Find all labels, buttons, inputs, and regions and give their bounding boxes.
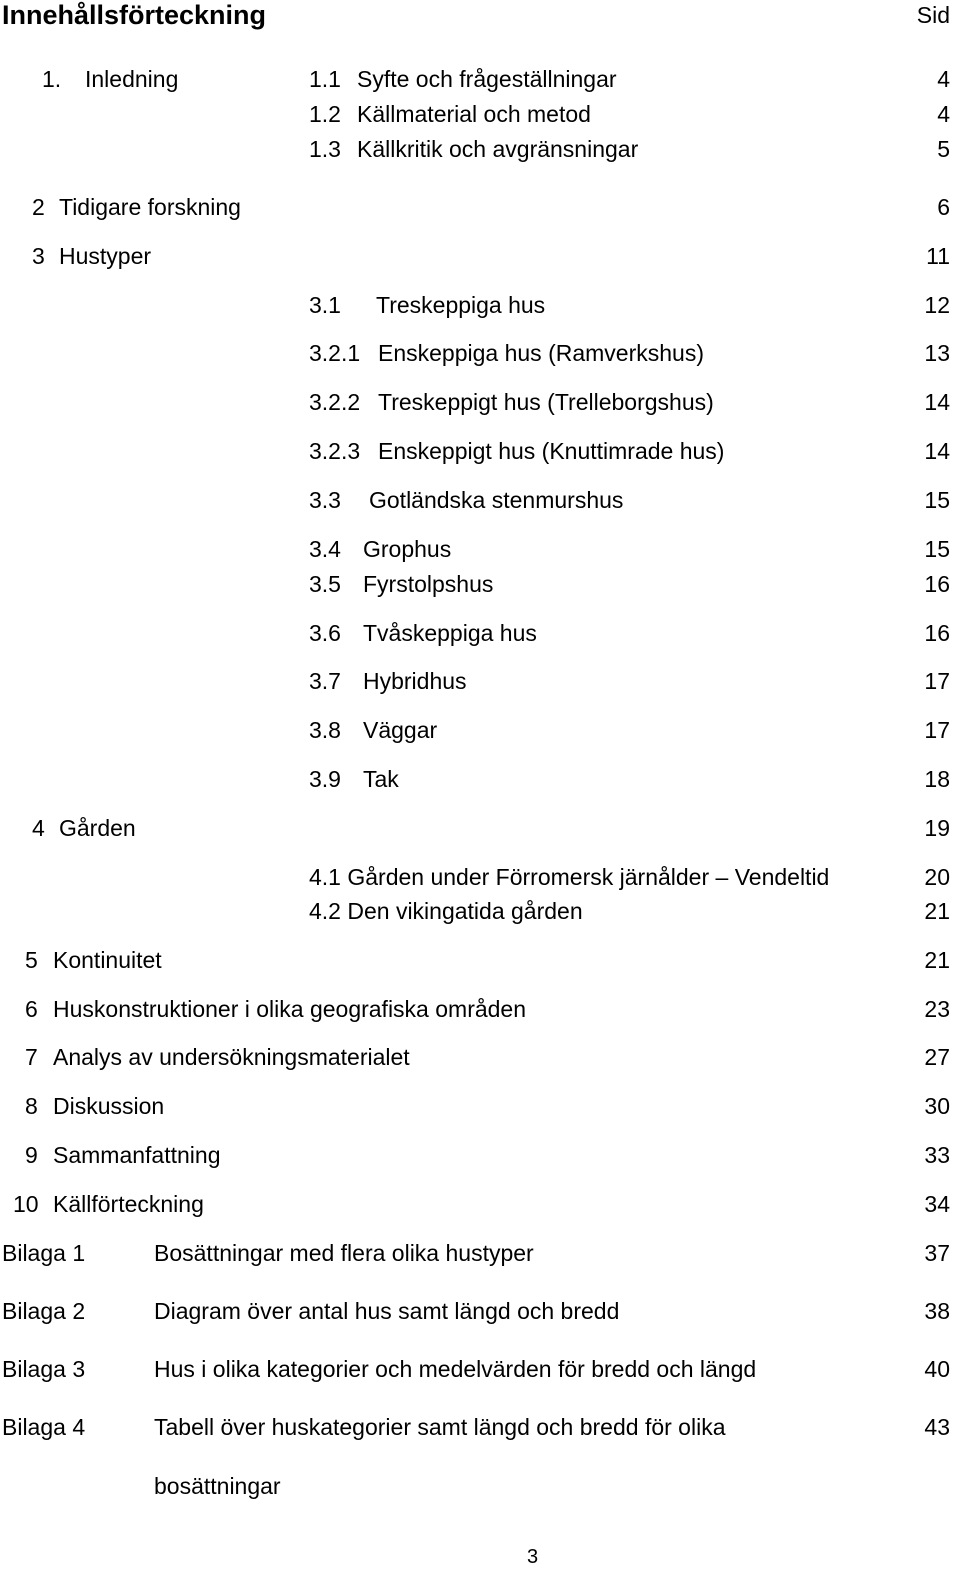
appendix-title: Tabell över huskategorier samt längd och bredd för olika xyxy=(154,1414,726,1440)
page-column-label: Sid xyxy=(916,2,950,28)
chapter-number: 8 xyxy=(25,1093,38,1119)
chapter-2-number: 2 xyxy=(32,194,45,220)
toc-sub-title: Tak xyxy=(363,766,399,792)
toc-page-number: 16 xyxy=(924,620,950,646)
toc-page-number: 30 xyxy=(924,1093,950,1119)
toc-sub-title: 4.1 Gården under Förromersk järnålder – Vendeltid xyxy=(309,864,830,890)
toc-sub-number: 3.7 xyxy=(309,668,341,694)
toc-sub-title: Grophus xyxy=(363,536,452,562)
toc-page-number: 18 xyxy=(924,766,950,792)
chapter-title: Analys av undersökningsmaterialet xyxy=(53,1044,410,1070)
page-number: 3 xyxy=(527,1546,539,1568)
chapter-number: 6 xyxy=(25,996,38,1022)
chapter-title: Diskussion xyxy=(53,1093,165,1119)
toc-sub-title: Tvåskeppiga hus xyxy=(363,620,537,646)
toc-page-number: 21 xyxy=(924,898,950,924)
toc-page-number: 17 xyxy=(924,668,950,694)
toc-sub-title: Fyrstolpshus xyxy=(363,571,494,597)
chapter-number: 10 xyxy=(13,1191,39,1217)
toc-page-number: 37 xyxy=(924,1240,950,1266)
toc-page-number: 43 xyxy=(924,1414,950,1440)
toc-page-number: 33 xyxy=(924,1142,950,1168)
toc-sub-number: 3.2.3 xyxy=(309,438,361,464)
toc-page-number: 21 xyxy=(924,947,950,973)
toc-page-number: 17 xyxy=(924,717,950,743)
toc-sub-title: Källmaterial och metod xyxy=(357,101,591,127)
toc-sub-title: 4.2 Den vikingatida gården xyxy=(309,898,583,924)
toc-sub-title: Enskeppigt hus (Knuttimrade hus) xyxy=(378,438,725,464)
toc-sub-title: Syfte och frågeställningar xyxy=(357,66,617,92)
toc-page-number: 19 xyxy=(924,815,950,841)
appendix-label: Bilaga 4 xyxy=(2,1414,86,1440)
toc-sub-title: Väggar xyxy=(363,717,438,743)
chapter-title: Källförteckning xyxy=(53,1191,204,1217)
toc-page-number: 34 xyxy=(924,1191,950,1217)
page-title: Innehållsförteckning xyxy=(2,0,267,30)
appendix-title: Bosättningar med flera olika hustyper xyxy=(154,1240,534,1266)
toc-sub-number: 1.2 xyxy=(309,101,341,127)
toc-sub-number: 3.4 xyxy=(309,536,341,562)
chapter-3-title: Hustyper xyxy=(59,243,152,269)
toc-sub-title: Treskeppigt hus (Trelleborgshus) xyxy=(378,389,714,415)
toc-sub-number: 3.9 xyxy=(309,766,341,792)
appendix-title-continued: bosättningar xyxy=(154,1473,281,1499)
toc-page-number: 27 xyxy=(924,1044,950,1070)
toc-page-number: 14 xyxy=(924,438,950,464)
appendix-label: Bilaga 1 xyxy=(2,1240,86,1266)
chapter-2-title: Tidigare forskning xyxy=(59,194,241,220)
appendix-label: Bilaga 2 xyxy=(2,1298,86,1324)
toc-sub-number: 3.8 xyxy=(309,717,341,743)
toc-page-number: 5 xyxy=(937,136,950,162)
toc-page-number: 16 xyxy=(924,571,950,597)
chapter-title: Sammanfattning xyxy=(53,1142,221,1168)
toc-sub-number: 3.1 xyxy=(309,292,341,318)
toc-page-number: 6 xyxy=(937,194,950,220)
toc-sub-number: 3.3 xyxy=(309,487,341,513)
toc-page-number: 20 xyxy=(924,864,950,890)
chapter-title: Kontinuitet xyxy=(53,947,162,973)
chapter-number: 9 xyxy=(25,1142,38,1168)
chapter-number: 7 xyxy=(25,1044,38,1070)
toc-page-number: 4 xyxy=(937,66,950,92)
chapter-4-number: 4 xyxy=(32,815,45,841)
toc-sub-title: Enskeppiga hus (Ramverkshus) xyxy=(378,340,704,366)
toc-sub-title: Källkritik och avgränsningar xyxy=(357,136,639,162)
toc-page-number: 12 xyxy=(924,292,950,318)
toc-page-number: 38 xyxy=(924,1298,950,1324)
toc-page-number: 40 xyxy=(924,1356,950,1382)
toc-sub-number: 3.6 xyxy=(309,620,341,646)
toc-sub-number: 3.5 xyxy=(309,571,341,597)
toc-sub-number: 1.1 xyxy=(309,66,341,92)
toc-page-number: 4 xyxy=(937,101,950,127)
toc-page-number: 23 xyxy=(924,996,950,1022)
toc-sub-title: Hybridhus xyxy=(363,668,467,694)
toc-page-number: 13 xyxy=(924,340,950,366)
toc-page-number: 15 xyxy=(924,536,950,562)
toc-page-number: 15 xyxy=(924,487,950,513)
appendix-title: Diagram över antal hus samt längd och bredd xyxy=(154,1298,620,1324)
toc-sub-number: 1.3 xyxy=(309,136,341,162)
toc-page-number: 14 xyxy=(924,389,950,415)
appendix-label: Bilaga 3 xyxy=(2,1356,86,1382)
chapter-title: Huskonstruktioner i olika geografiska områden xyxy=(53,996,527,1022)
chapter-number: 5 xyxy=(25,947,38,973)
appendix-title: Hus i olika kategorier och medelvärden för bredd och längd xyxy=(154,1356,757,1382)
chapter-1-number: 1. xyxy=(42,66,62,92)
toc-sub-number: 3.2.1 xyxy=(309,340,361,366)
toc-sub-number: 3.2.2 xyxy=(309,389,361,415)
toc-sub-title: Gotländska stenmurshus xyxy=(369,487,624,513)
toc-sub-title: Treskeppiga hus xyxy=(376,292,546,318)
chapter-3-number: 3 xyxy=(32,243,45,269)
chapter-4-title: Gården xyxy=(59,815,136,841)
toc-page-number: 11 xyxy=(926,243,950,269)
chapter-1-title: Inledning xyxy=(85,66,179,92)
